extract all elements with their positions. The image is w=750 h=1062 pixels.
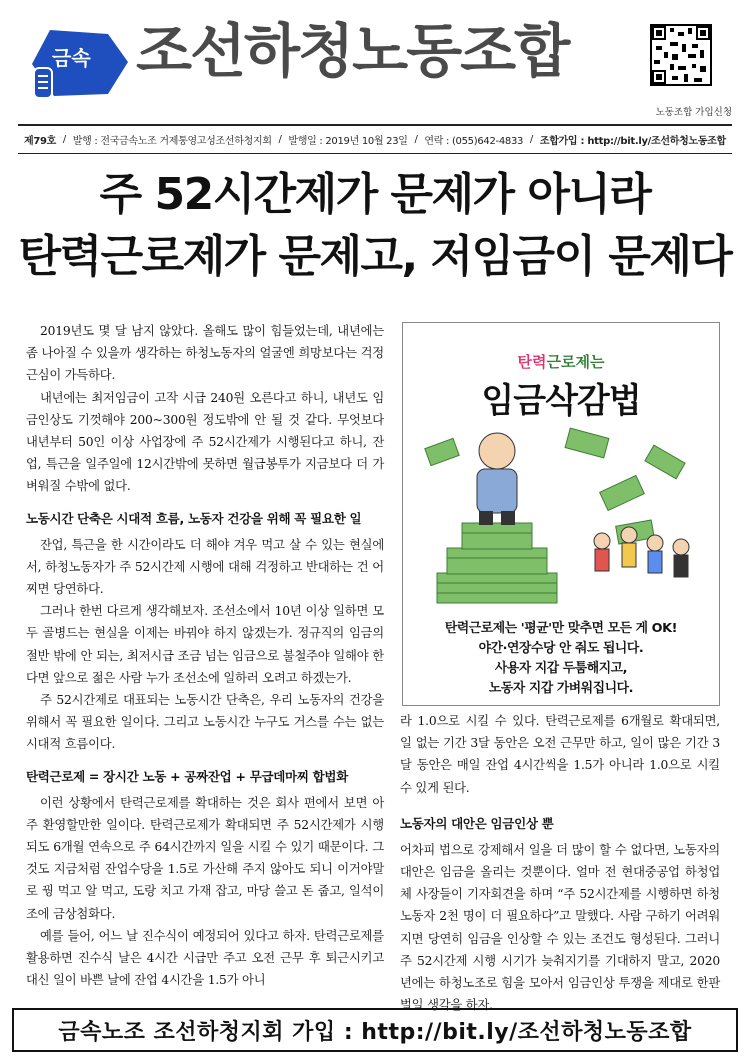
paragraph: 잔업, 특근을 한 시간이라도 더 해야 겨우 먹고 살 수 있는 현실에서, 하청노동자가 주 52시간제 시행에 대해 걱정하고 반대하는 건 어찌면 당연하다. [26,537,384,597]
section-title: 노동시간 단축은 시대적 흐름, 노동자 건강을 위해 꼭 필요한 일 [26,510,362,526]
publish-date: 발행일 : 2019년 10월 23일 [288,136,408,147]
footer-join-banner[interactable]: 금속노조 조선하청지회 가입 : http://bit.ly/조선하청노동조합 [12,1008,738,1052]
qr-code-icon[interactable] [650,24,712,86]
headline-line-1: 주 52시간제가 문제가 아니라 [99,169,651,220]
issue-info-bar: 제79호 / 발행 : 전국금속노조 거제통영고성조선하청지회 / 발행일 : 2019년 10월 23일 / 연락 : (055)642-4833 / 조합가입 : http://bit.ly/조선하청노동조합 [18,124,732,154]
paragraph: 주 52시간제로 대표되는 노동시간 단축은, 우리 노동자의 건강을 위해서 꼭 필요한 일이다. 그리고 노동시간 누구도 거스를 수는 없는 시대적 흐름이다. [26,693,384,752]
qr-caption: 노동조합 가입신청 [655,107,732,118]
ad-subtitle: 탄력근로제는 [517,353,605,371]
paragraph: 내년에는 최저임금이 고작 시급 240원 오른다고 하니, 내년도 임금인상도 기껏해야 200~300원 정도밖에 안 될 것 같다. 무엇보다 내년부터 50인 이상 사업장에 주 52시간제가 시행된다고 하니, 잔업, 특근을 일주일에 12시간밖에 못하면 월급봉투가 지금보다 더 가벼워질 수밖에 없다. [26,390,384,494]
paragraph: 라 1.0으로 시킬 수 있다. 탄력근로제를 6개월로 확대되면, 일 없는 기간 3달 동안은 오전 근무만 하고, 일이 많은 기간 3달 동안은 매일 잔업 4시간씩을 1.5가 아니라 1.0으로 시킬 수 있게 된다. [400,714,720,795]
paragraph: 어차피 법으로 강제해서 일을 더 많이 할 수 없다면, 노동자의 대안은 임금을 올리는 것뿐이다. 얼마 전 현대중공업 하청업체 사장들이 기자회견을 하며 “주 52시간제를 시행하면 하청노동자 2천 명이 더 필요하다”고 말했다. 사람 구하기 어려워지면 당연히 임금을 인상할 수 있는 조건도 형성된다. 그러니 주 52시간제 시행 시기가 늦춰지기를 기대하지 말고, 2020년에는 하청노조로 힘을 모아서 임금인상 투쟁을 제대로 한판 벌일 생각을 하자. [400,842,720,1013]
article-left-column [26,320,384,991]
union-logo [28,24,132,102]
ad-title: 임금삭감법 [481,381,641,421]
issue-number: 제79호 [24,136,57,147]
newsletter-title: 조선하청노동조합 [136,17,569,85]
paragraph: 이런 상황에서 탄력근로제를 확대하는 것은 회사 편에서 보면 아주 환영할만한 일이다. 탄력근로제가 확대되면 주 52시간제가 시행되도 6개월 연속으로 주 64시간까지 일을 시킬 수 있기 때문이다. 그것도 지금처럼 잔업수당을 1.5로 가산해 주지 않아도 되니 이거야말로 꿩 먹고 알 먹고, 도랑 치고 가재 잡고, 마당 쓸고 돈 줍고, 일석이조에 금상첨화다. [26,795,384,921]
section-title: 노동자의 대안은 임금인상 뿐 [400,815,554,831]
contact: 연락 : (055)642-4833 [424,136,524,147]
logo-text: 금속 [52,46,91,70]
section-title: 탄력근로제 = 장시간 노동 + 공짜잔업 + 무급데마찌 합법화 [26,768,348,784]
headline-line-2: 탄력근로제가 문제고, 저임금이 문제다 [18,231,732,282]
money-pile-illustration [417,423,707,608]
article-right-column [400,710,720,1016]
headline [18,164,732,288]
publisher: 발행 : 전국금속노조 거제통영고성조선하청지회 [72,136,272,147]
ad-caption: 탄력근로제는 '평균'만 맞추면 모든 게 OK! 야간·연장수당 안 줘도 됩니다. 사용자 지갑 두툼해지고, 노동자 지갑 가벼워집니다. [444,621,678,696]
paragraph: 예를 들어, 어느 날 진수식이 예정되어 있다고 하자. 탄력근로제를 활용하면 진수식 날은 4시간 시급만 주고 오전 근무 후 퇴근시키고 대신 일이 바쁜 날에 잔업 4시간을 1.5가 아니 [26,928,384,988]
paragraph: 2019년도 몇 달 남지 않았다. 올해도 많이 힘들었는데, 내년에는 좀 나아질 수 있을까 생각하는 하청노동자의 얼굴엔 희망보다는 걱정근심이 가득하다. [26,324,384,383]
join-link[interactable]: 조합가입 : http://bit.ly/조선하청노동조합 [539,136,726,147]
campaign-illustration [402,322,720,706]
masthead [18,8,732,120]
paragraph: 그러나 한번 다르게 생각해보자. 조선소에서 10년 이상 일하면 모두 골병드는 현실을 이제는 바꿔야 하지 않겠는가. 정규직의 임금의 절반 밖에 안 되는, 최저시급 조금 넘는 임금으로 불철주야 일해야 한다면 앞으로 젊은 사람 누가 조선소에 일하러 오려고 하겠는가. [26,604,384,685]
